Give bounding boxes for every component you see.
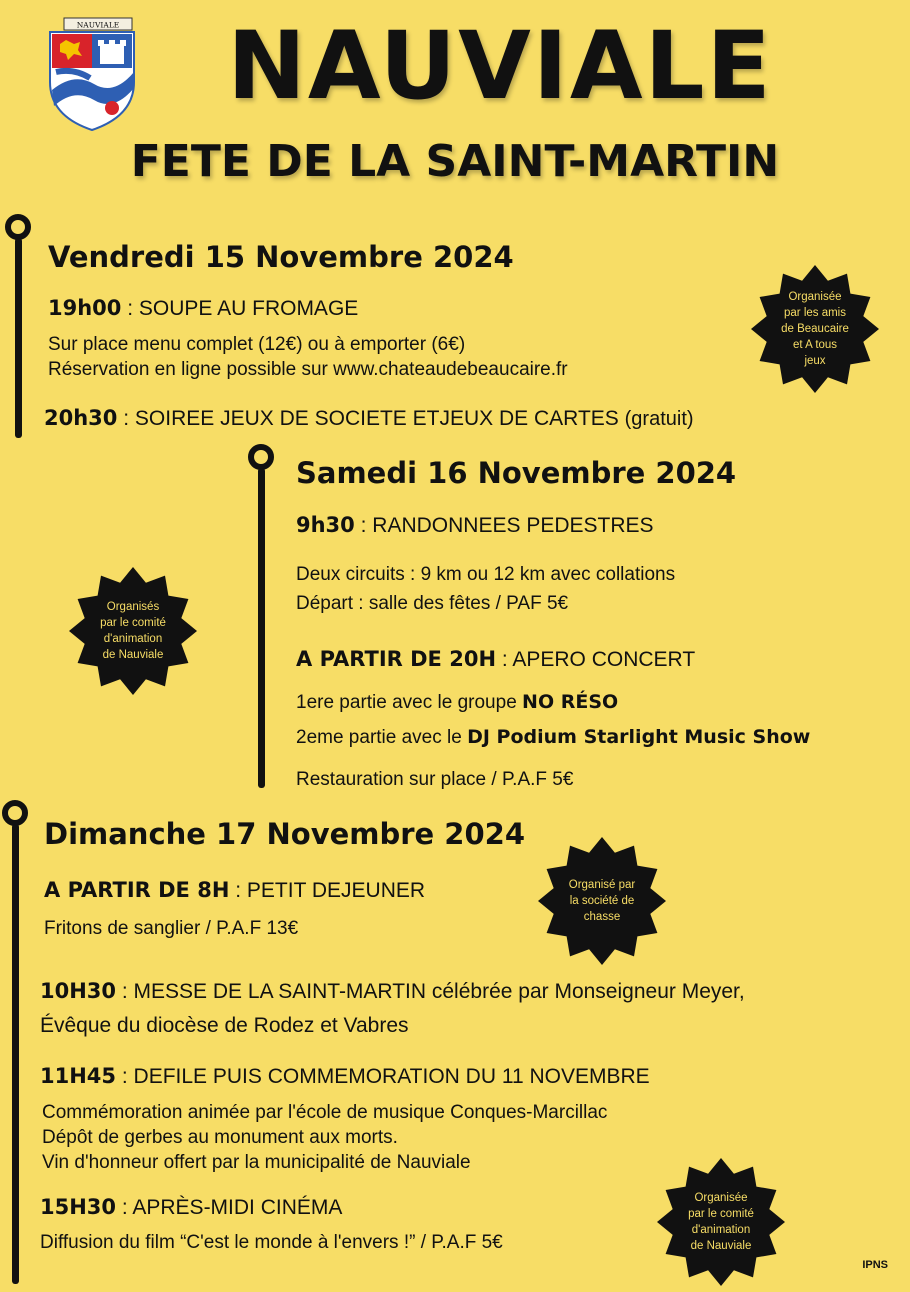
- event-petit-dejeuner: [44, 878, 425, 903]
- detail-line: Restauration sur place / P.A.F 5€: [296, 769, 574, 790]
- badge-line: par le comité: [688, 1208, 754, 1220]
- day-heading-sunday: Dimanche 17 Novembre 2024: [44, 817, 526, 851]
- organizer-badge-sunday: [656, 1157, 786, 1287]
- event-randonnees-details: [296, 560, 675, 618]
- event-apero-concert: [296, 647, 695, 672]
- detail-line: Réservation en ligne possible sur www.chateaudebeaucaire.fr: [48, 359, 568, 380]
- badge-line: jeux: [804, 355, 826, 367]
- badge-line: Organisée: [694, 1192, 748, 1204]
- event-title: : APERO CONCERT: [496, 648, 696, 671]
- badge-line: Organisés: [106, 601, 160, 613]
- timeline-line-saturday: [258, 468, 265, 788]
- event-time: 9h30: [296, 513, 355, 537]
- event-cinema: [40, 1195, 342, 1220]
- detail-line: Diffusion du film “C'est le monde à l'envers !” / P.A.F 5€: [40, 1232, 503, 1253]
- detail-line: Sur place menu complet (12€) ou à emporter (6€): [48, 334, 466, 355]
- badge-line: par les amis: [784, 307, 846, 319]
- event-title: : MESSE DE LA SAINT-MARTIN célébrée par Monseigneur Meyer,: [116, 980, 745, 1003]
- day-heading-friday: Vendredi 15 Novembre 2024: [48, 240, 514, 274]
- event-jeux: [44, 406, 694, 431]
- badge-line: de Beaucaire: [781, 323, 849, 335]
- page-subtitle: FETE DE LA SAINT-MARTIN: [130, 136, 780, 187]
- event-time: 20h30: [44, 406, 118, 430]
- timeline-line-friday: [15, 238, 22, 438]
- event-soupe-details: [48, 332, 568, 382]
- detail-line: Vin d'honneur offert par la municipalité de Nauviale: [42, 1152, 471, 1173]
- detail-line: Commémoration animée par l'école de musique Conques-Marcillac: [42, 1102, 608, 1123]
- detail-line: Fritons de sanglier / P.A.F 13€: [44, 918, 299, 939]
- event-title: : SOIREE JEUX DE SOCIETE ETJEUX DE CARTES: [117, 407, 625, 430]
- detail-line: Deux circuits : 9 km ou 12 km avec collations: [296, 564, 676, 585]
- badge-line: d'animation: [103, 633, 163, 645]
- event-title: : RANDONNEES PEDESTRES: [354, 514, 654, 537]
- page-title: NAUVIALE: [227, 12, 773, 121]
- event-time: 15H30: [40, 1195, 117, 1219]
- detail-line: Dépôt de gerbes au monument aux morts.: [42, 1127, 398, 1148]
- event-time: 19h00: [48, 296, 122, 320]
- badge-line: la société de: [569, 895, 635, 907]
- organizer-badge-chasse: [537, 836, 667, 966]
- badge-line: de Nauviale: [690, 1240, 752, 1252]
- event-title-line2: Évêque du diocèse de Rodez et Vabres: [40, 1014, 409, 1037]
- event-commemoration: [40, 1064, 650, 1089]
- town-crest: [44, 12, 140, 132]
- event-time: A PARTIR DE 8H: [44, 878, 230, 902]
- badge-line: d'animation: [691, 1224, 751, 1236]
- organizer-badge-friday: [750, 264, 880, 394]
- ipns-mention: IPNS: [862, 1259, 888, 1271]
- detail-line: 1ere partie avec le groupe NO RÉSO: [296, 691, 619, 713]
- event-commemoration-details: [42, 1100, 607, 1175]
- event-time: 11H45: [40, 1064, 117, 1088]
- event-title: : DEFILE PUIS COMMEMORATION DU 11 NOVEMBRE: [116, 1065, 650, 1088]
- timeline-dot-saturday: [248, 444, 274, 470]
- event-apero-details: [296, 690, 810, 792]
- badge-line: par le comité: [100, 617, 166, 629]
- timeline-line-sunday: [12, 824, 19, 1284]
- event-time: A PARTIR DE 20H: [296, 647, 497, 671]
- organizer-badge-saturday: [68, 566, 198, 696]
- detail-line: 2eme partie avec le DJ Podium Starlight Music Show: [296, 726, 811, 748]
- event-extra: (gratuit): [624, 408, 694, 430]
- day-heading-saturday: Samedi 16 Novembre 2024: [296, 456, 737, 490]
- badge-line: de Nauviale: [102, 649, 164, 661]
- badge-line: et A tous: [792, 339, 838, 351]
- event-randonnees: [296, 513, 654, 538]
- detail-line: Départ : salle des fêtes / PAF 5€: [296, 593, 569, 614]
- event-title: : SOUPE AU FROMAGE: [121, 297, 359, 320]
- crest-banner: NAUVIALE: [76, 20, 120, 30]
- timeline-dot-friday: [5, 214, 31, 240]
- badge-line: Organisé par: [568, 879, 636, 891]
- event-title: : PETIT DEJEUNER: [229, 879, 426, 902]
- event-title: : APRÈS-MIDI CINÉMA: [116, 1196, 343, 1219]
- dj-name: DJ Podium Starlight Music Show: [467, 726, 811, 748]
- event-time: 10H30: [40, 979, 117, 1003]
- event-soupe: [48, 296, 358, 321]
- badge-line: chasse: [583, 911, 621, 923]
- badge-line: Organisée: [788, 291, 842, 303]
- timeline-dot-sunday: [2, 800, 28, 826]
- event-messe: [40, 974, 745, 1043]
- band-name: NO RÉSO: [522, 691, 619, 713]
